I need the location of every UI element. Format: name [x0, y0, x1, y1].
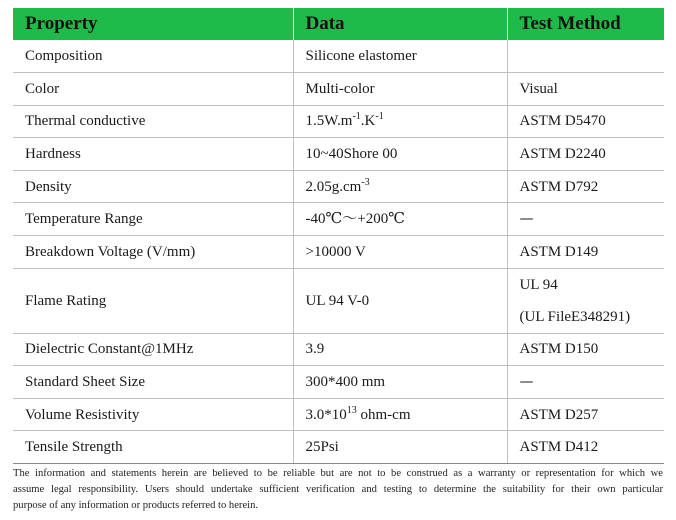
value-exponent: -3	[361, 176, 370, 188]
method-cell: ASTM D150	[507, 333, 664, 366]
data-cell: UL 94 V-0	[293, 268, 507, 333]
property-cell: Dielectric Constant@1MHz	[13, 333, 293, 366]
method-cell: Visual	[507, 73, 664, 106]
data-cell: >10000 V	[293, 236, 507, 269]
property-cell: Temperature Range	[13, 203, 293, 236]
method-cell	[507, 268, 664, 333]
method-cell: ASTM D257	[507, 398, 664, 431]
disclaimer-line: The information and statements herein are believed to be reliable but are not to be construed as a warranty or representation for which we	[13, 468, 663, 479]
method-cell: ASTM D149	[507, 236, 664, 269]
table-body	[13, 40, 664, 464]
table-row	[13, 170, 664, 203]
value-base: 3.0*10	[305, 406, 347, 423]
method-cell: —	[507, 366, 664, 399]
property-cell: Volume Resistivity	[13, 398, 293, 431]
data-cell: 10~40Shore 00	[293, 138, 507, 171]
table-row	[13, 366, 664, 399]
value-exponent: -1	[352, 111, 361, 123]
table-header	[13, 8, 664, 40]
data-cell	[293, 398, 507, 431]
method-cell: ASTM D5470	[507, 105, 664, 138]
data-cell: 300*400 mm	[293, 366, 507, 399]
table-row	[13, 236, 664, 269]
data-cell: Multi-color	[293, 73, 507, 106]
property-cell: Flame Rating	[13, 268, 293, 333]
method-cell	[507, 40, 664, 73]
data-cell: 25Psi	[293, 431, 507, 464]
method-line: UL 94	[519, 276, 558, 293]
properties-table	[13, 8, 664, 464]
header-row	[13, 8, 664, 40]
table-row	[13, 138, 664, 171]
value-base: 2.05g.cm	[305, 178, 362, 195]
header-test-method: Test Method	[519, 13, 621, 34]
disclaimer-text	[13, 466, 663, 514]
disclaimer-line: purpose of any information or products referred to herein.	[13, 500, 259, 511]
property-cell: Tensile Strength	[13, 431, 293, 464]
table-row	[13, 203, 664, 236]
value-exponent: 13	[346, 404, 357, 416]
value-base: .K	[360, 113, 376, 130]
disclaimer-line: assume legal responsibility. Users should undertake sufficient verification and testing to determine the suitability for their own particular	[13, 484, 663, 495]
data-cell: Silicone elastomer	[293, 40, 507, 73]
method-cell: ASTM D412	[507, 431, 664, 464]
properties-sheet	[13, 8, 664, 464]
value-exponent: -1	[375, 111, 384, 123]
method-cell: ASTM D2240	[507, 138, 664, 171]
property-cell: Density	[13, 170, 293, 203]
data-cell: -40℃～+200℃	[293, 203, 507, 236]
table-row	[13, 73, 664, 106]
property-cell: Hardness	[13, 138, 293, 171]
value-unit: ohm-cm	[356, 406, 411, 423]
property-cell: Standard Sheet Size	[13, 366, 293, 399]
table-row	[13, 268, 664, 333]
method-line: (UL FileE348291)	[519, 308, 631, 325]
method-cell: ASTM D792	[507, 170, 664, 203]
header-property: Property	[13, 8, 293, 40]
property-cell: Thermal conductive	[13, 105, 293, 138]
table-row	[13, 398, 664, 431]
table-row	[13, 333, 664, 366]
method-cell: —	[507, 203, 664, 236]
table-row	[13, 105, 664, 138]
value-base: 1.5W.m	[305, 113, 353, 130]
table-row	[13, 40, 664, 73]
data-cell: 3.9	[293, 333, 507, 366]
data-cell	[293, 170, 507, 203]
data-cell	[293, 105, 507, 138]
property-cell: Color	[13, 73, 293, 106]
property-cell: Composition	[13, 40, 293, 73]
table-row	[13, 431, 664, 464]
property-cell: Breakdown Voltage (V/mm)	[13, 236, 293, 269]
header-data: Data	[293, 8, 507, 40]
